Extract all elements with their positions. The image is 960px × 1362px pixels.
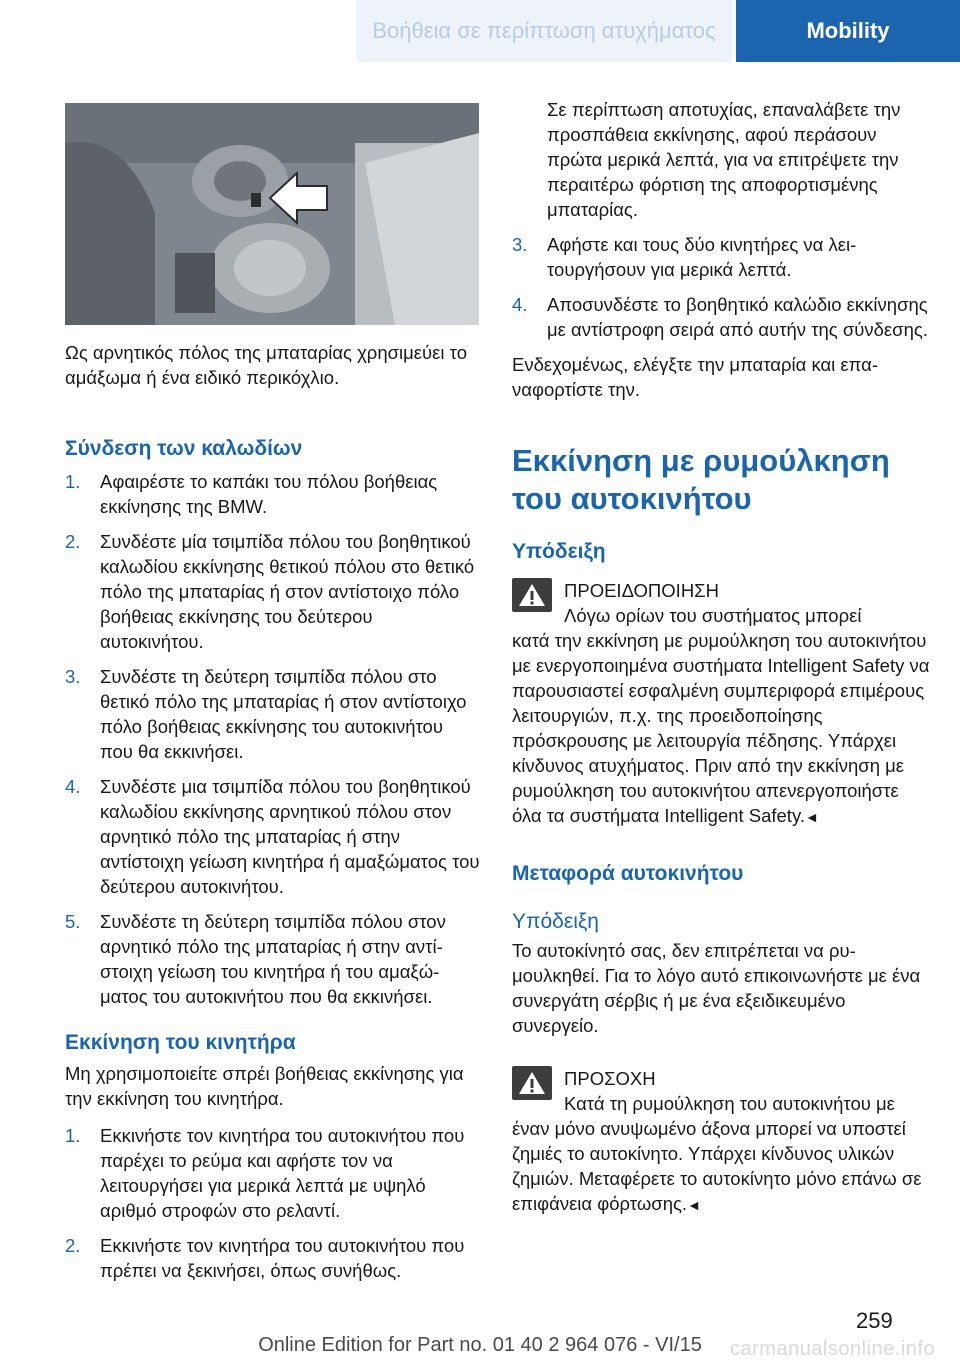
- list-item: 2. Εκκινήστε τον κινητήρα του αυτοκινήτου που πρέπει να ξεκινήσει, όπως συνήθως.: [65, 1235, 465, 1281]
- engine-bay-illustration: [65, 103, 479, 325]
- caution-text: Κατά τη ρυμούλκηση του αυτοκινήτου με έναν μόνο ανυψωμένο άξονα μπορεί να υποστεί ζημιές το αυτοκίνητο. Υπάρχει κίνδυνος υλικών ζημιών. Μεταφέρετε το αυτοκίνητο μόνο επάνω σε επιφάνεια φόρτωσης.◄: [512, 1093, 922, 1214]
- engine-intro: Μη χρησιμοποιείτε σπρέι βοήθειας εκκίνησης για την εκκίνηση του κινητήρα.: [65, 1063, 464, 1109]
- watermark: carmanualsonline.info: [730, 1338, 936, 1360]
- list-item: 2. Συνδέστε μία τσιμπίδα πόλου του βοηθητικού καλωδίου εκκίνησης θετικού πόλου στο θετικό πόλο της μπαταρίας ή στον αντίστοιχο πόλο βοήθειας εκκίνησης του δεύτερου αυτοκινήτου.: [65, 531, 475, 652]
- caution-title: ΠΡΟΣΟΧΗ: [564, 1068, 656, 1089]
- list-item: 1. Εκκινήστε τον κινητήρα του αυτοκινήτου που παρέχει το ρεύμα και αφήστε τον να λειτουργήσει για μερικά λεπτά με υψηλό αριθμό στροφών στο ρελαντί.: [65, 1125, 465, 1221]
- transport-heading: Μεταφορά αυτοκινήτου: [512, 862, 744, 885]
- edition-footer: Online Edition for Part no. 01 40 2 964 076 - VI/15: [258, 1334, 702, 1356]
- engine-steps: [65, 1123, 480, 1283]
- warning-title: ΠΡΟΕΙΔΟΠΟΙΗΣΗ: [564, 580, 719, 601]
- page-header: [0, 0, 960, 62]
- warning-icon: [512, 578, 552, 612]
- warning-icon: [512, 1066, 552, 1100]
- left-column: [65, 340, 480, 1293]
- engine-bay-photo: [65, 103, 479, 325]
- tow-start-heading: Εκκίνηση με ρυμούλκηση του αυτοκινήτου: [512, 443, 890, 516]
- list-item: 4. Συνδέστε μια τσιμπίδα πόλου του βοηθητικού καλωδίου εκκίνησης αρνητικού πόλου στον αρνητικό πόλο της μπαταρίας ή στην αντίστοιχη γείωση κινητήρα ή αμαξώματος του δεύτερου αυτοκινήτου.: [65, 776, 480, 897]
- list-item: 5. Συνδέστε τη δεύτερη τσιμπίδα πόλου στον αρνητικό πόλο της μπαταρίας ή στην αντίστοιχη γείωση του κινητήρα ή του αμαξώματος του αυτοκινήτου που θα εκκινήσει.: [65, 911, 446, 1007]
- cables-heading: Σύνδεση των καλωδίων: [65, 437, 303, 460]
- end-mark: ◄: [687, 1197, 701, 1213]
- photo-caption: Ως αρνητικός πόλος της μπαταρίας χρησιμεύει το αμάξωμα ή ένα ειδικό περικόχλιο.: [65, 342, 467, 388]
- retry-text: Σε περίπτωση αποτυχίας, επαναλάβετε την προσπάθεια εκκίνησης, αφού περάσουν πρώτα μερικά λεπτά, για να επιτρέψετε την περαιτέρω φόρτιση της αποφορτισμένης μπαταρίας.: [547, 99, 901, 220]
- engine-heading: Εκκίνηση του κινητήρα: [65, 1031, 296, 1054]
- battery-check-text: Ενδεχομένως, ελέγξτε την μπαταρία και επαναφορτίστε την.: [512, 354, 879, 400]
- right-column: [512, 97, 932, 1218]
- list-item: 1. Αφαιρέστε το καπάκι του πόλου βοήθειας εκκίνησης της BMW.: [65, 471, 438, 517]
- finish-steps: [512, 232, 932, 342]
- cables-steps: [65, 469, 480, 1009]
- caution-box: [512, 1066, 932, 1218]
- list-item: 3. Συνδέστε τη δεύτερη τσιμπίδα πόλου στο θετικό πόλο της μπαταρίας ή στον αντίστοιχο πόλο βοήθειας εκκίνησης του αυτοκινήτου που θα εκκινήσει.: [65, 666, 467, 762]
- warning-text: Λόγω ορίων του συστήματος μπορεί κατά την εκκίνηση με ρυμούλκηση του αυτοκινήτου με ενεργοποιημένα συστήματα Intelligent Safety να παρουσιαστεί εσφαλμένη συμπεριφορά επιμέρους λειτουργιών, π.χ. της προειδοποίησης πρόσκρουσης με λειτουργία πέδησης. Υπάρχει κίνδυνος ατυχήματος. Πριν από την εκκίνηση με ρυμούλκηση του αυτοκινήτου απενεργοποιήστε όλα τα συστήματα Intelligent Safety.◄: [512, 605, 930, 826]
- transport-text: Το αυτοκίνητό σας, δεν επιτρέπεται να ρυμουλκηθεί. Για το λόγο αυτό επικοινωνήστε με ένα συνεργάτη σέρβις ή με ένα εξειδικευμένο συνεργείο.: [512, 940, 921, 1036]
- list-item: 3. Αφήστε και τους δύο κινητήρες να λειτουργήσουν για μερικά λεπτά.: [512, 234, 857, 280]
- note-heading-2: Υπόδειξη: [512, 910, 599, 933]
- list-item: 4. Αποσυνδέστε το βοηθητικό καλώδιο εκκίνησης με αντίστροφη σειρά από αυτήν της σύνδεσης.: [512, 294, 928, 340]
- warning-box: [512, 578, 932, 830]
- page-number: 259: [856, 1308, 893, 1333]
- section-title: Βοήθεια σε περίπτωση ατυχήματος: [356, 0, 732, 62]
- chapter-tab[interactable]: Mobility: [736, 0, 960, 62]
- note-heading: Υπόδειξη: [512, 540, 606, 563]
- end-mark: ◄: [804, 809, 819, 825]
